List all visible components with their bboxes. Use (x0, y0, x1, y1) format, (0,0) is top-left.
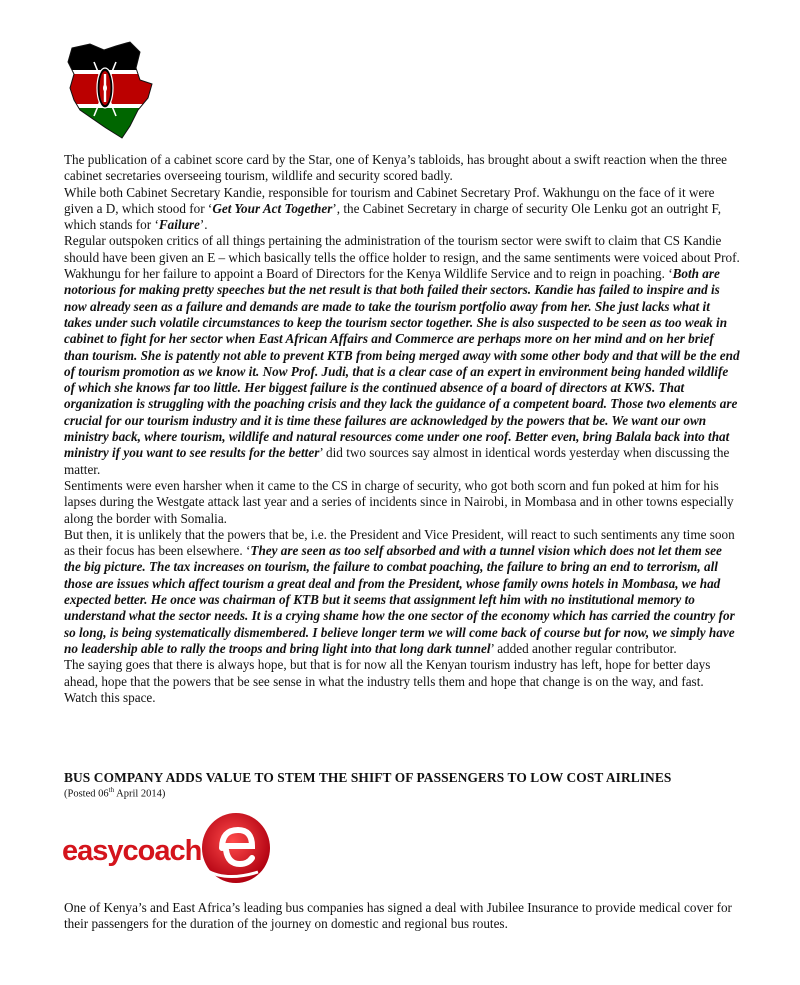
easycoach-logo (62, 810, 272, 885)
article-body-second: One of Kenya’s and East Africa’s leading bus companies has signed a deal with Jubilee Insurance to provide medical cover for their passengers for the duration of the journey on domestic and regional bus routes. (64, 900, 732, 932)
easycoach-wordmark: easycoach (62, 835, 202, 867)
article-body (64, 152, 740, 706)
easycoach-e-icon (196, 810, 272, 885)
article-headline: BUS COMPANY ADDS VALUE TO STEM THE SHIFT OF PASSENGERS TO LOW COST AIRLINES (64, 770, 672, 785)
paragraph: The publication of a cabinet score card by the Star, one of Kenya’s tabloids, has brought about a swift reaction when the three cabinet secretaries overseeing tourism, wildlife and security scored badly. (64, 152, 728, 184)
paragraph: Regular outspoken critics of all things pertaining the administration of the tourism sector were swift to claim that CS Kandie should have been given an E – which basically tells the office holder to resign, and the same sentiments were voiced about Prof. Wakhungu for her failure to appoint a Board of Directors for the Kenya Wildlife Service and to reign in poaching. ‘Both are notorious for making pretty speeches but the net result is that both failed their sectors. Kandie has failed to inspire and is now already seen as a failure and demands are made to take the tourism portfolio away from her. She just lacks what it takes under such volatile circumstances to keep the tourism sector together. She is also suspected to be seen as too weak in cabinet to fight for her sector when East African Affairs and Commerce are perhaps more on her mind and on her brief than tourism. She is patently not able to prevent KTB from being merged away with some other body and that will be the end of tourism promotion as we know it. Now Prof. Judi, that is a clear case of an expert in environment being handed wildlife of which she knows far too little. Her biggest failure is the continued absence of a board of directors at KWS. That organization is struggling with the poaching crisis and they lack the guidance of a competent board. Those two elements are crucial for our tourism industry and it is time these failures are acknowledged by the powers that be. We want our own ministry back, where tourism, wildlife and natural resources come under one roof. Better even, bring Balala back into that ministry if you want to see results for the better’ did two sources say almost in identical words yesterday when discussing the matter. (64, 233, 740, 477)
paragraph: But then, it is unlikely that the powers that be, i.e. the President and Vice President, will react to such sentiments any time soon as their focus has been elsewhere. ‘They are seen as too self absorbed and with a tunnel vision which does not let them see the big picture. The tax increases on tourism, the failure to combat poaching, the failure to bring an end to terrorism, all those are issues which affect tourism a great deal and from the President, whose family owns hotels in Mombasa, we had expected better. He once was chairman of KTB but it seems that assignment left him with no institutional memory to understand what the sector needs. It is a crying shame how the one sector of the economy which has carried the country for so long, is being systematically dismembered. I believe longer term we will come back of course but for now, we simply have no leadership able to rally the troops and bring light into that long dark tunnel’ added another regular contributor. (64, 526, 735, 656)
paragraph: Sentiments were even harsher when it came to the CS in charge of security, who got both scorn and fun poked at him for his lapses during the Westgate attack last year and a series of incidents since in Nairobi, in Mombasa and in other towns especially along the border with Somalia. (64, 477, 734, 526)
posted-date: (Posted 06th April 2014) (64, 786, 166, 800)
paragraph: While both Cabinet Secretary Kandie, responsible for tourism and Cabinet Secretary Prof. Wakhungu on the face of it were given a D, which stood for ‘Get Your Act Together’, the Cabinet Secretary in charge of security Ole Lenku got an outright F, which stands for ‘Failure’. (64, 184, 722, 233)
kenya-flag-map-icon (60, 40, 160, 140)
paragraph: The saying goes that there is always hope, but that is for now all the Kenyan tourism industry has left, hope for better days ahead, hope that the powers that be see sense in what the industry tells them and hope that change is on the way, and fast. Watch this space. (64, 657, 711, 705)
